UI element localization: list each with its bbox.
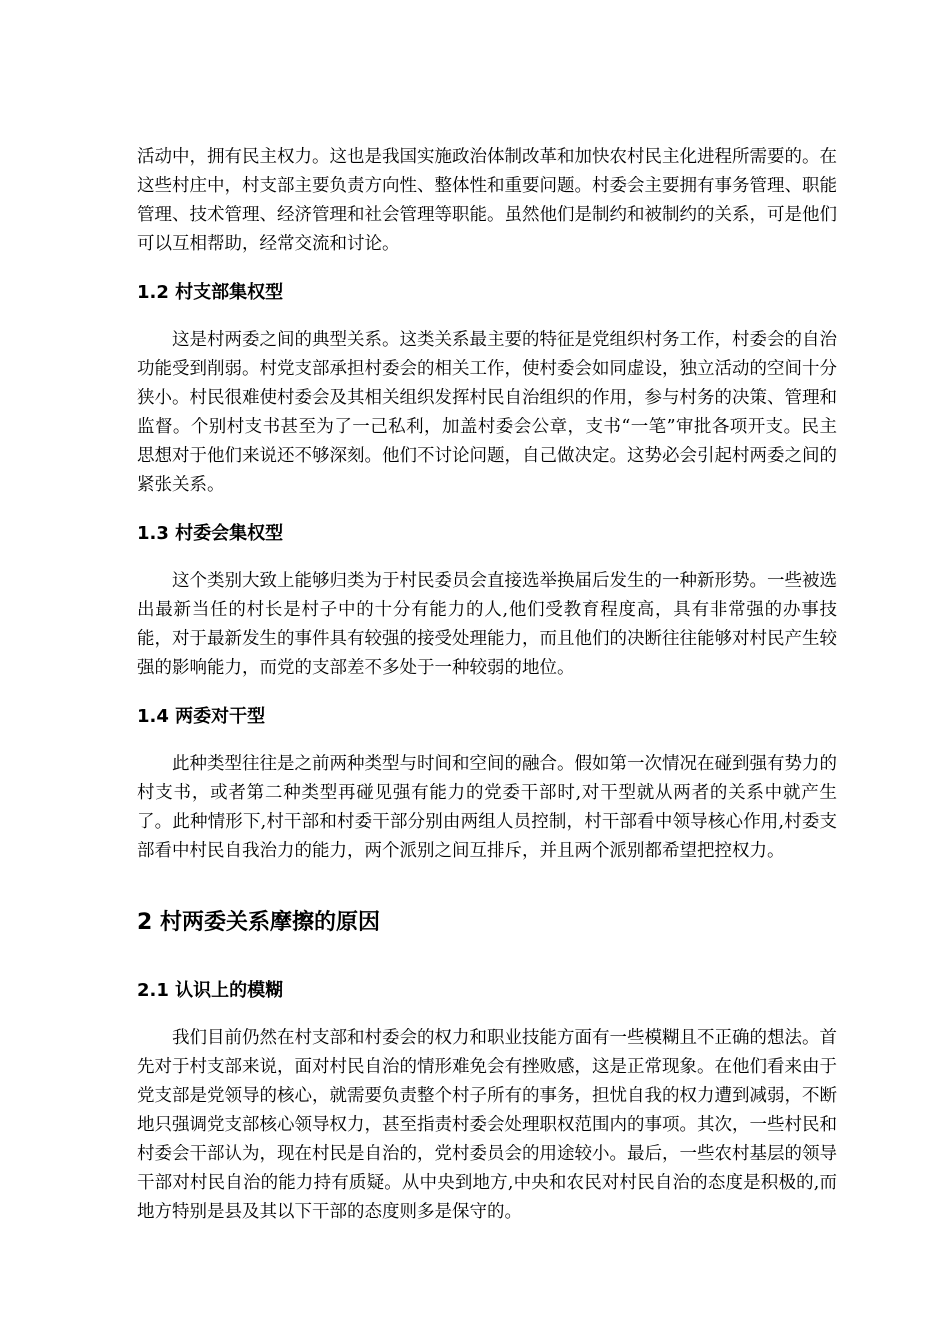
- spacer: [137, 547, 837, 567]
- spacer: [137, 306, 837, 326]
- section-1-2-paragraph: 这是村两委之间的典型关系。这类关系最主要的特征是党组织村务工作，村委会的自治功能受到削弱。村党支部承担村委会的相关工作，使村委会如同虚设，独立活动的空间十分狭小。村民很难使村委会及其相关组织发挥村民自治组织的作用，参与村务的决策、管理和监督。个别村支书甚至为了一己私利，加盖村委会公章，支书“一笔”审批各项开支。民主思想对于他们来说还不够深刻。他们不讨论问题，自己做决定。这势必会引起村两委之间的紧张关系。: [137, 330, 837, 495]
- section-2-1-paragraph: 我们目前仍然在村支部和村委会的权力和职业技能方面有一些模糊且不正确的想法。首先对于村支部来说，面对村民自治的情形难免会有挫败感，这是正常现象。在他们看来由于党支部是党领导的核心，就需要负责整个村子所有的事务，担忧自我的权力遭到减弱，不断地只强调党支部核心领导权力，甚至指责村委会处理职权范围内的事项。其次，一些村民和村委会干部认为，现在村民是自治的，党村委员会的用途较小。最后，一些农村基层的领导干部对村民自治的能力持有质疑。从中央到地方,中央和农民对村民自治的态度是积极的,而地方特别是县及其以下干部的态度则多是保守的。: [137, 1028, 837, 1222]
- spacer: [137, 1004, 837, 1024]
- spacer: [137, 683, 837, 704]
- section-heading-1-3: 1.3 村委会集权型: [137, 523, 284, 544]
- section-heading-1-4: 1.4 两委对干型: [137, 706, 266, 727]
- document-body: [137, 143, 837, 1227]
- spacer: [137, 730, 837, 750]
- section-heading-2-1: 2.1 认识上的模糊: [137, 980, 284, 1001]
- spacer: [137, 500, 837, 521]
- section-1-3-paragraph: 这个类别大致上能够归类为于村民委员会直接选举换届后发生的一种新形势。一些被选出最新当任的村长是村子中的十分有能力的人,他们受教育程度高，具有非常强的办事技能，对于最新发生的事件具有较强的接受处理能力，而且他们的决断往往能够对村民产生较强的影响能力，而党的支部差不多处于一种较弱的地位。: [137, 571, 837, 678]
- spacer: [137, 938, 837, 978]
- chapter-heading-2: 2 村两委关系摩擦的原因: [137, 910, 380, 935]
- spacer: [137, 866, 837, 908]
- spacer: [137, 259, 837, 280]
- section-heading-1-2: 1.2 村支部集权型: [137, 282, 284, 303]
- intro-paragraph: 活动中，拥有民主权力。这也是我国实施政治体制改革和加快农村民主化进程所需要的。在这些村庄中，村支部主要负责方向性、整体性和重要问题。村委会主要拥有事务管理、职能管理、技术管理、经济管理和社会管理等职能。虽然他们是制约和被制约的关系，可是他们可以互相帮助，经常交流和讨论。: [137, 147, 837, 254]
- section-1-4-paragraph: 此种类型往往是之前两种类型与时间和空间的融合。假如第一次情况在碰到强有势力的村支书，或者第二种类型再碰见强有能力的党委干部时,对干型就从两者的关系中就产生了。此种情形下,村干部和村委干部分别由两组人员控制，村干部看中领导核心作用,村委支部看中村民自我治力的能力，两个派别之间互排斥，并且两个派别都希望把控权力。: [137, 754, 837, 861]
